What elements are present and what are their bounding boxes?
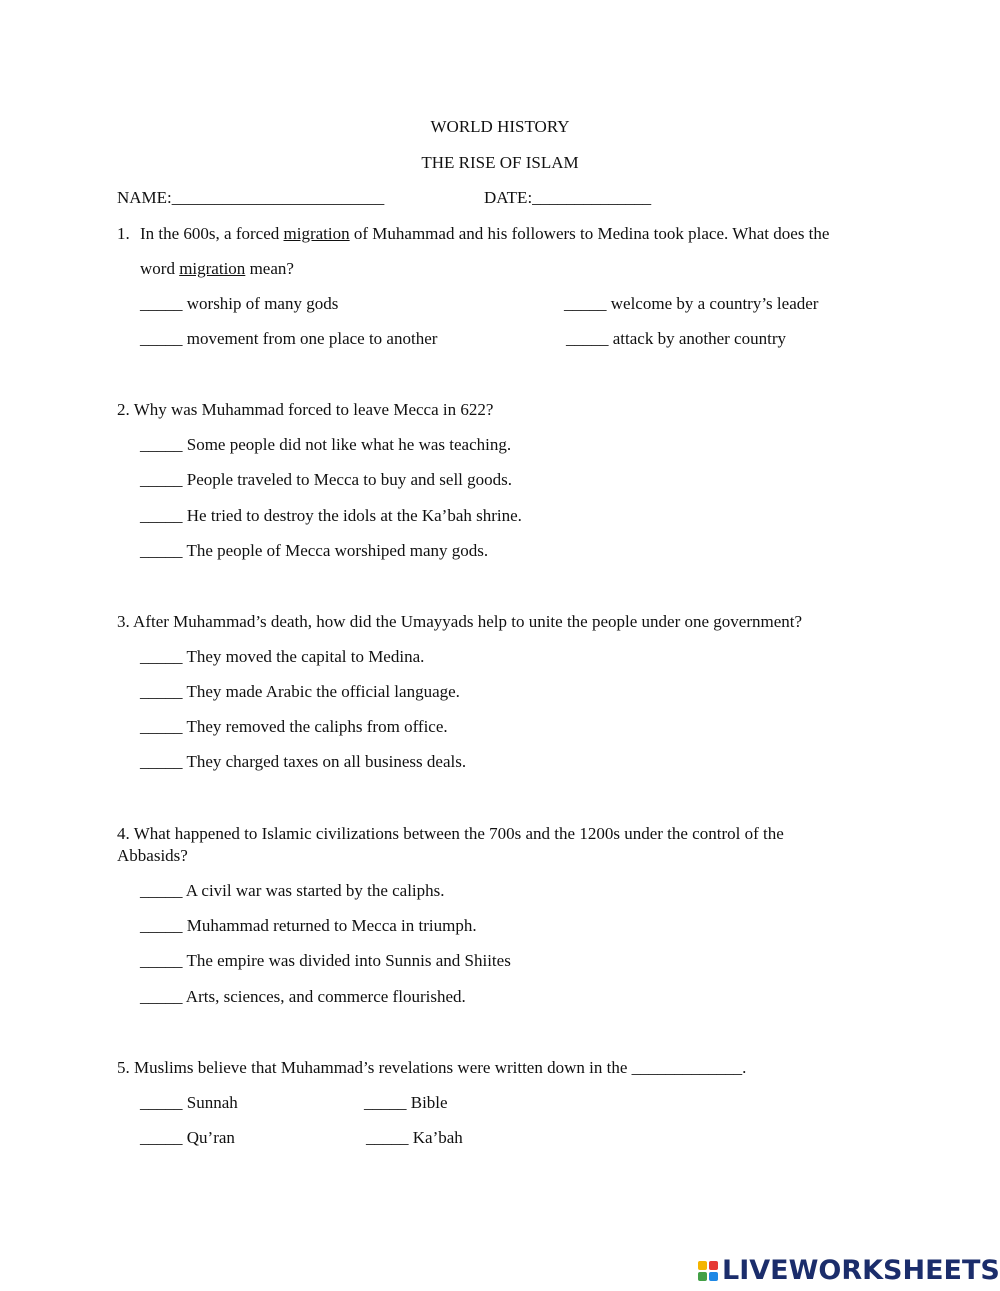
worksheet-title: THE RISE OF ISLAM <box>421 153 579 172</box>
q4-option-3[interactable]: _____ The empire was divided into Sunnis and Shiites <box>140 951 511 970</box>
q2-option-3[interactable]: _____ He tried to destroy the idols at the Ka’bah shrine. <box>140 506 522 525</box>
question-1-line2-term: migration <box>179 259 246 278</box>
q1-option-3[interactable]: _____ movement from one place to another <box>140 329 438 348</box>
q5-option-2[interactable]: _____ Bible <box>364 1093 448 1112</box>
q1-option-4[interactable]: _____ attack by another country <box>566 329 786 348</box>
question-1-line2-a: word <box>140 259 180 278</box>
q3-option-4[interactable]: _____ They charged taxes on all business deals. <box>140 752 467 771</box>
question-1-text-a: In the 600s, a forced <box>140 224 284 243</box>
question-4-line-2: Abbasids? <box>117 846 188 865</box>
logo-block-1 <box>698 1261 707 1270</box>
logo-text: LIVEWORKSHEETS <box>722 1255 1000 1286</box>
question-1-text-b: of Muhammad and his followers to Medina took place. What does the <box>349 224 830 243</box>
question-5: 5. Muslims believe that Muhammad’s revelations were written down in the _____________. <box>117 1058 747 1077</box>
question-1-line-2 <box>140 259 294 279</box>
q2-option-1[interactable]: _____ Some people did not like what he was teaching. <box>140 435 512 454</box>
logo-block-4 <box>709 1272 718 1281</box>
question-3: 3. After Muhammad’s death, how did the Umayyads help to unite the people under one government? <box>117 612 803 631</box>
name-field[interactable]: NAME:_________________________ <box>117 188 385 207</box>
q4-option-1[interactable]: _____ A civil war was started by the caliphs. <box>140 881 445 900</box>
logo-icon <box>698 1261 718 1281</box>
liveworksheets-logo <box>698 1256 1000 1286</box>
q3-option-2[interactable]: _____ They made Arabic the official language. <box>140 682 460 701</box>
q1-option-2[interactable]: _____ welcome by a country’s leader <box>564 294 819 313</box>
q3-option-1[interactable]: _____ They moved the capital to Medina. <box>140 647 425 666</box>
question-1-term: migration <box>283 224 350 243</box>
q5-option-1[interactable]: _____ Sunnah <box>140 1093 238 1112</box>
date-field[interactable]: DATE:______________ <box>484 188 652 207</box>
q4-option-4[interactable]: _____ Arts, sciences, and commerce flourished. <box>140 987 466 1006</box>
q1-option-1[interactable]: _____ worship of many gods <box>140 294 339 313</box>
question-2: 2. Why was Muhammad forced to leave Mecca in 622? <box>117 400 494 419</box>
q2-option-2[interactable]: _____ People traveled to Mecca to buy and sell goods. <box>140 470 513 489</box>
question-1-line2-b: mean? <box>245 259 294 278</box>
q5-option-4[interactable]: _____ Ka’bah <box>366 1128 463 1147</box>
question-4-line-1: 4. What happened to Islamic civilizations between the 700s and the 1200s under the control of the <box>117 824 784 843</box>
logo-block-2 <box>709 1261 718 1270</box>
q2-option-4[interactable]: _____ The people of Mecca worshiped many gods. <box>140 541 489 560</box>
question-1-number: 1. <box>117 224 130 243</box>
q4-option-2[interactable]: _____ Muhammad returned to Mecca in triumph. <box>140 916 477 935</box>
question-1 <box>117 224 829 244</box>
q3-option-3[interactable]: _____ They removed the caliphs from office. <box>140 717 448 736</box>
worksheet-subject: WORLD HISTORY <box>430 117 570 136</box>
q5-option-3[interactable]: _____ Qu’ran <box>140 1128 235 1147</box>
logo-block-3 <box>698 1272 707 1281</box>
